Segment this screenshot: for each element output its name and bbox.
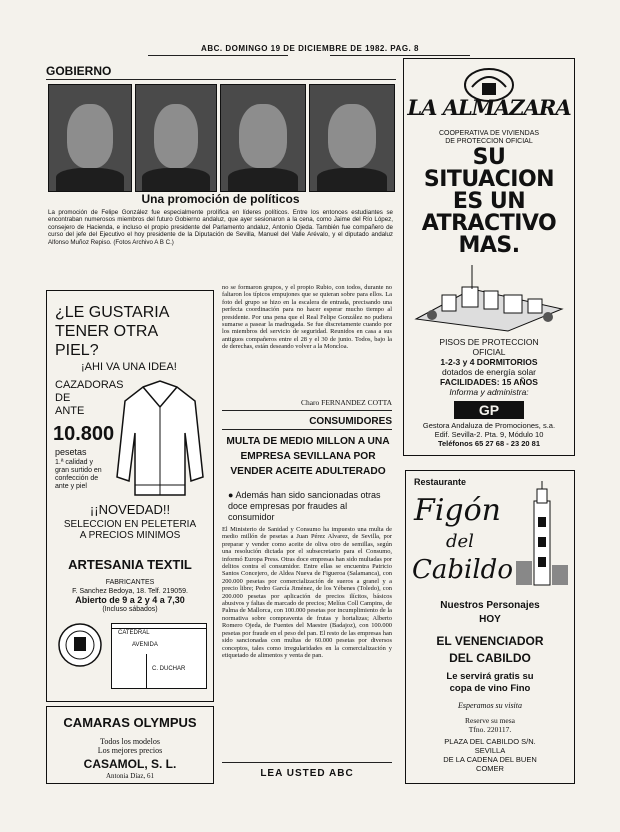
figon-line: DE LA CADENA DEL BUEN <box>443 755 537 764</box>
artesania-seleccion <box>47 519 213 541</box>
almazara-detail-line: FACILIDADES: 15 AÑOS <box>440 377 538 387</box>
map-street-label: CATEDRAL <box>118 630 150 636</box>
artesania-quality: 1.ª calidad y gran surtido en confección de ante y piel <box>55 459 102 490</box>
almazara-headline <box>404 147 574 257</box>
ad-almazara <box>403 58 575 456</box>
figon-brand-2: del <box>446 531 474 552</box>
artesania-line: FABRICANTES <box>105 579 155 586</box>
section-rule <box>46 79 396 80</box>
figon-restaurante: Restaurante <box>414 477 467 487</box>
header-rule-left <box>148 55 288 56</box>
almazara-detail-line: 1-2-3 y 4 DORMITORIOS <box>440 357 538 367</box>
photo-title: Una promoción de políticos <box>141 192 300 206</box>
header-rule-right <box>330 55 470 56</box>
jacket-illustration-icon <box>113 377 207 503</box>
housing-illustration <box>412 259 566 333</box>
column-rule <box>222 410 392 411</box>
artesania-question <box>55 303 169 360</box>
artesania-line: (Incluso sábados) <box>102 606 158 613</box>
almazara-headline-line: ES UN <box>452 189 526 214</box>
almazara-headline-line: SU <box>472 145 506 170</box>
artesania-line: SELECCION EN PELETERIA <box>63 519 197 530</box>
consumidores-lead <box>228 490 392 523</box>
politician-photo <box>220 84 306 192</box>
consumidores-lead-text: Además han sido sancionadas otras doce empresas por fraudes al consumidor <box>228 490 381 522</box>
figon-brand-3: Cabildo <box>412 555 513 585</box>
almazara-contact-line: Gestora Andaluza de Promociones, s.a. <box>422 421 556 430</box>
almazara-headline-line: MAS. <box>458 233 520 258</box>
olympus-sub-line: Los mejores precios <box>97 746 163 755</box>
olympus-address: Antonia Díaz, 61 <box>105 772 154 780</box>
figon-personajes <box>406 599 574 627</box>
footer-rule <box>222 762 392 763</box>
politician-photo <box>48 84 132 192</box>
politician-photo <box>135 84 217 192</box>
figon-plaza <box>406 737 574 773</box>
figon-line: EL VENENCIADOR <box>436 634 544 648</box>
artesania-line: Abierto de 9 a 2 y 4 a 7,30 <box>75 595 185 605</box>
page-header: ABC. DOMINGO 19 DE DICIEMBRE DE 1982. PAG. 8 <box>201 44 419 53</box>
consumidores-headline: MULTA DE MEDIO MILLON A UNA EMPRESA SEVILLANA POR VENDER ACEITE ADULTERADO <box>226 436 390 477</box>
ad-olympus <box>46 706 214 784</box>
almazara-detail-line: OFICIAL <box>472 347 506 357</box>
section-gobierno: GOBIERNO <box>46 64 112 78</box>
almazara-brand: LA ALMAZARA <box>407 95 571 120</box>
artesania-line: TENER OTRA <box>55 323 159 340</box>
location-map <box>111 623 207 689</box>
city-seal-icon <box>57 621 103 669</box>
consumidores-body: El Ministerio de Sanidad y Consumo ha impuesto una multa de medio millón de pesetas a Juan Pérez Alvarez, de Sevilla, por preparar y vender como aceite de oliva otro de semillas, según una resolución dictada por el subsecretario para el Consumo, informó Europa Press. Otras doce empresas han sido multadas por delitos contra el consumidor. Entre ellas se encuentra Patricio Santos Concejero, de Aldea Nueva de Figueroa (Salamanca), con 200.000 pesetas por comercialización de sueros a granel y a precio libre; Pedro García Jiménez, de los Yébenes (Toledo), con 200.000 pesetas por aplicación de precios ilícitos, básicos abusivos y faltas de marcado de precios; Melíus Coll Campins, de Palma de Mallorca, con 100.000 pesetas por incumplimiento de la normativa sobre compraventa de frutas y hortalizas; Alberto Romero Ojeda, de Fuentes del Maestre (Badajoz), con 100.000 pesetas por fraude en el peso del pan. El resto de las empresas han sido sancionadas con multas de 60.000 pesetas por diversos conceptos, tales como irregularidades en la comercialización y etiquetado de alimentos y venta de pan. <box>222 526 392 659</box>
artesania-line: ¿LE GUSTARIA <box>55 304 170 321</box>
figon-line: DEL CABILDO <box>449 651 531 665</box>
figon-line: copa de vino Fino <box>449 683 531 694</box>
olympus-sub <box>47 737 213 755</box>
figon-esperamos: Esperamos su visita <box>458 701 522 710</box>
olympus-title: CAMARAS OLYMPUS <box>63 715 197 730</box>
almazara-contact-line: Edif. Sevilla-2. Pta. 9, Módulo 10 <box>434 430 544 439</box>
figon-venenciador <box>406 633 574 667</box>
almazara-detail-line: Informa y administra: <box>449 387 529 397</box>
politician-photo <box>309 84 395 192</box>
almazara-contact-line: Teléfonos 65 27 68 - 23 20 81 <box>437 439 540 448</box>
olympus-sub-line: Todos los modelos <box>100 737 160 746</box>
figon-line: Nuestros Personajes <box>440 600 540 611</box>
map-street-label: C. DUCHAR <box>152 666 186 672</box>
gp-logo: GP <box>454 401 524 419</box>
artesania-line: CAZADORAS <box>55 379 124 391</box>
artesania-idea: ¡AHI VA UNA IDEA! <box>81 361 177 373</box>
figon-reserve <box>406 716 574 734</box>
almazara-coop-line: DE PROTECCION OFICIAL <box>445 138 533 145</box>
figon-line: PLAZA DEL CABILDO S/N. <box>444 737 536 746</box>
almazara-detail-line: PISOS DE PROTECCION <box>439 337 539 347</box>
figon-line: Le servirá gratis su <box>446 671 534 682</box>
almazara-coop <box>404 130 574 146</box>
figon-servira <box>406 671 574 695</box>
artesania-address <box>47 578 213 614</box>
artesania-pesetas: pesetas <box>55 447 87 457</box>
almazara-headline-line: SITUACION <box>423 167 555 192</box>
section-consumidores: CONSUMIDORES <box>309 416 392 427</box>
ad-artesania <box>46 290 214 702</box>
figon-line: Reserve su mesa <box>465 716 515 725</box>
almazara-coop-line: COOPERATIVA DE VIVIENDAS <box>438 130 540 137</box>
article-column: no se formaron grupos, y el propio Rubio, con todos, durante no faltaron los típicos empujones que se quieran sobre para ellos. La foto del grupo se hizo en la escalera de entrada, precisando una perfecta coordinación para no hacer esperar mucho tiempo al presidente. Por una pena que el Real Felipe González no pudiera sumarse a pasear la madrugada. Se fue discretamente cuando por los miembros del servicio de seguridad. Reunidos en casa a sus antiguos compañeros entre el 28 y el 30 de junio. Todos, bajo la de derechas, están deseando volver a la Moncloa. <box>222 284 392 351</box>
artesania-line: DE <box>55 392 71 404</box>
article-signature: Charo FERNANDEZ COTTA <box>300 398 392 407</box>
artesania-brand: ARTESANIA TEXTIL <box>68 557 192 572</box>
giralda-tower-icon <box>514 481 570 587</box>
artesania-price: 10.800 <box>53 423 115 445</box>
almazara-contact <box>404 421 574 448</box>
artesania-line: A PRECIOS MINIMOS <box>79 530 181 541</box>
photo-caption: La promoción de Felipe González fue especialmente prolífica en líderes políticos. Entre los entonces estudiantes se encontraban numerosos miembros del futuro Gobierno andaluz, que ayer sesionaron a la cena, como Jaime del Río López, consejero de Hacienda, e incluso el propio presidente del Parlamento andaluz, Antonio Ojeda. También fue compañero de curso del jefe del Ejecutivo el hoy presidente de la Diputación de Sevilla, Manuel del Valle Arévalo, y el diputado andaluz Alfonso Muñoz Repiso. (Fotos Archivo A B C.) <box>48 209 393 246</box>
figon-line: HOY <box>479 614 501 625</box>
footer-promo: LEA USTED ABC <box>260 768 354 779</box>
bullet-icon: ● <box>228 490 236 500</box>
artesania-line: ¡¡NOVEDAD!! <box>89 502 171 517</box>
figon-line: SEVILLA <box>474 746 506 755</box>
artesania-line: PIEL? <box>55 342 99 359</box>
artesania-line: F. Sanchez Bedoya, 18. Telf. 219059. <box>72 588 188 595</box>
artesania-novedad <box>47 503 213 516</box>
figon-brand-1: Figón <box>414 493 501 528</box>
almazara-detail-line: dotados de energía solar <box>441 367 537 377</box>
artesania-line: ANTE <box>55 405 85 417</box>
ad-figon <box>405 470 575 784</box>
section-rule <box>222 429 392 430</box>
map-street-label: AVENIDA <box>132 642 158 648</box>
figon-line: COMER <box>476 764 504 773</box>
figon-line: Tfno. 220117. <box>468 725 512 734</box>
almazara-headline-line: ATRACTIVO <box>421 211 557 236</box>
almazara-details <box>404 337 574 397</box>
olympus-shop: CASAMOL, S. L. <box>83 757 177 771</box>
